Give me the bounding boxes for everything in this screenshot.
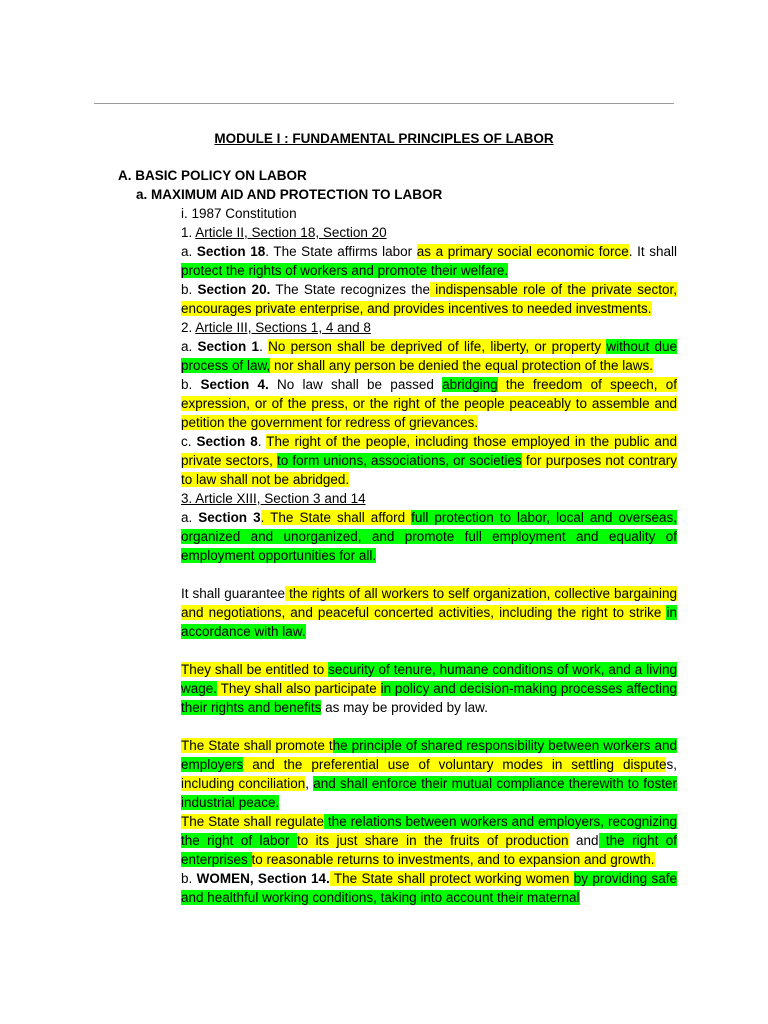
text: . It shall — [628, 244, 677, 259]
promote-paragraph — [181, 736, 677, 812]
women-section-14-paragraph — [181, 869, 677, 907]
highlight-yellow: to its just share in the fruits of production — [296, 833, 569, 848]
section-label: Section 4. — [200, 377, 269, 392]
article-iii-heading — [181, 318, 677, 337]
prefix: a. — [181, 510, 199, 525]
highlight-yellow: indispensable role of the private sector, encourages private enterprise, and provides incentives to needed investments. — [181, 282, 677, 316]
highlight-green: the right of enterprises — [181, 833, 678, 867]
highlight-yellow: No person shall be deprived of life, liberty, or property — [268, 339, 607, 354]
text: . — [257, 434, 267, 449]
highlight-yellow: and the preferential use of voluntary modes in settling dispute — [243, 757, 667, 772]
highlight-green: he principle of shared responsibility between workers and employers — [181, 738, 677, 772]
highlight-yellow: to reasonable returns to investments, and to expansion and growth. — [251, 852, 655, 867]
highlight-yellow: They shall be entitled to — [181, 662, 329, 677]
section-label: Section 8 — [196, 434, 258, 449]
text: . — [259, 339, 269, 354]
section-3-paragraph — [181, 508, 677, 565]
article-title: Article II, Section 18, Section 20 — [195, 225, 387, 240]
paragraph-gap — [181, 641, 677, 660]
section-label: Section 3 — [198, 510, 261, 525]
text: , — [305, 776, 314, 791]
article-num: 1. — [181, 225, 196, 240]
text: No law shall be passed — [268, 377, 443, 392]
article-ii-heading — [181, 223, 677, 242]
highlight-yellow: The right of the people, including those employed in the public and private sectors, — [181, 434, 677, 468]
highlight-yellow: The State shall promote t — [181, 738, 333, 753]
text: The State recognizes the — [270, 282, 430, 297]
text: s, — [666, 757, 677, 772]
page-title: MODULE I : FUNDAMENTAL PRINCIPLES OF LABOR — [214, 131, 554, 146]
highlight-yellow: including conciliation — [181, 776, 306, 791]
prefix: c. — [181, 434, 197, 449]
constitution-line: i. 1987 Constitution — [181, 206, 297, 221]
highlight-green: protect the rights of workers and promote their welfare. — [181, 263, 509, 278]
section-4-paragraph — [181, 375, 677, 432]
article-title: Article III, Sections 1, 4 and 8 — [195, 320, 371, 335]
highlight-yellow: The State shall protect working women — [329, 871, 574, 886]
paragraph-gap — [181, 565, 677, 584]
guarantee-paragraph — [181, 584, 677, 641]
highlight-green: in policy and decision-making processes affecting their rights and benefits — [181, 681, 677, 715]
prefix: a. — [181, 244, 197, 259]
highlight-yellow: nor shall any person be denied the equal protection of the laws. — [270, 358, 654, 373]
highlight-yellow: for purposes not contrary to law shall not be abridged. — [181, 453, 677, 487]
highlight-yellow: The State shall regulate — [181, 814, 325, 829]
text: It shall guarantee — [181, 586, 286, 601]
section-label: WOMEN, Section 14. — [196, 871, 330, 886]
highlight-green: the relations between workers and employers, recognizing the right of labor — [181, 814, 677, 848]
highlight-yellow: the freedom of speech, of expression, or of the press, or the right of the people peaceably to assemble and petition the government for redress of grievances. — [181, 377, 677, 430]
highlight-yellow: . The State shall afford — [260, 510, 412, 525]
highlight-green: security of tenure, humane conditions of work, and a living wage. — [181, 662, 677, 696]
highlight-green: to form unions, associations, or societies — [276, 453, 522, 468]
prefix: b. — [181, 282, 198, 297]
regulate-paragraph — [181, 812, 677, 869]
text: . The State affirms labor — [265, 244, 417, 259]
article-xiii-heading: 3. Article XIII, Section 3 and 14 — [181, 491, 366, 506]
entitled-paragraph — [181, 660, 677, 717]
heading-basic-policy: A. BASIC POLICY ON LABOR — [118, 168, 307, 183]
section-18-paragraph — [181, 242, 677, 280]
highlight-green: by providing safe and healthful working conditions, taking into account their maternal — [181, 871, 678, 905]
header-rule — [94, 103, 674, 104]
highlight-yellow: as a primary social economic force — [416, 244, 629, 259]
highlight-green: without due process of law, — [181, 339, 677, 373]
section-label: Section 1 — [197, 339, 260, 354]
section-label: Section 18 — [196, 244, 266, 259]
prefix: a. — [181, 339, 198, 354]
text: as may be provided by law. — [321, 700, 488, 715]
highlight-green: and shall enforce their mutual compliance therewith to foster industrial peace. — [181, 776, 677, 810]
highlight-yellow: They shall also participate — [217, 681, 381, 696]
article-num: 2. — [181, 320, 196, 335]
paragraph-gap — [181, 717, 677, 736]
section-20-paragraph — [181, 280, 677, 318]
text: and — [568, 833, 599, 848]
highlight-green: in accordance with law. — [181, 605, 677, 639]
prefix: b. — [181, 377, 201, 392]
prefix: b. — [181, 871, 197, 886]
highlight-yellow: the rights of all workers to self organization, collective bargaining and negotiations, and peaceful concerted activities, including the right to strike — [181, 586, 678, 620]
highlight-green: abridging — [442, 377, 498, 392]
section-1-paragraph — [181, 337, 677, 375]
section-label: Section 20. — [197, 282, 271, 297]
highlight-green: full protection to labor, local and overseas, organized and unorganized, and promote full employment and equality of employment opportunities for all. — [181, 510, 677, 563]
document-body — [181, 204, 677, 907]
section-8-paragraph — [181, 432, 677, 489]
heading-maximum-aid: a. MAXIMUM AID AND PROTECTION TO LABOR — [136, 187, 443, 202]
